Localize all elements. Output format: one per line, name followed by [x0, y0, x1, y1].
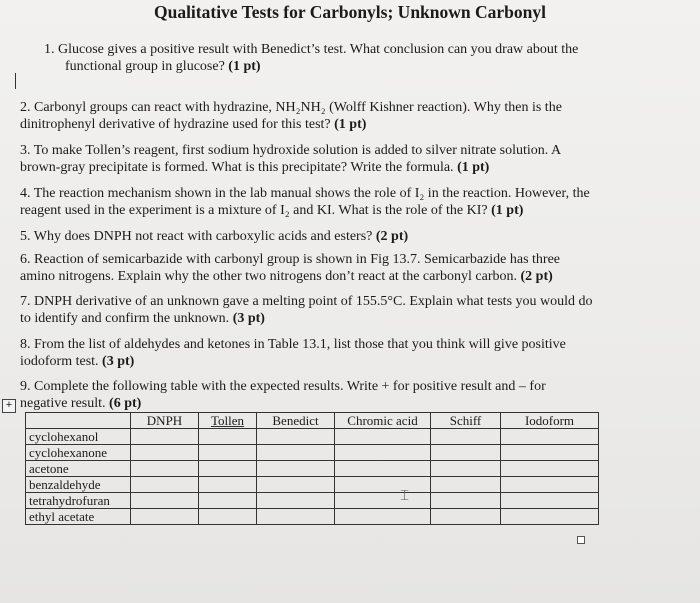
question-9: 9. Complete the following table with the expected results. Write + for positive result and – for negative result. (6 pt)	[20, 379, 546, 411]
table-cell[interactable]	[199, 461, 257, 477]
table-move-handle[interactable]: +	[2, 399, 16, 413]
table-row	[26, 461, 599, 477]
header-schiff: Schiff	[431, 413, 501, 429]
header-benedict: Benedict	[257, 413, 335, 429]
table-cell[interactable]	[431, 509, 501, 525]
table-cell[interactable]	[335, 461, 431, 477]
row-label: cyclohexanone	[26, 445, 131, 461]
table-cell[interactable]	[199, 509, 257, 525]
table-cell[interactable]	[335, 429, 431, 445]
table-cell[interactable]	[501, 445, 599, 461]
table-cell[interactable]	[199, 477, 257, 493]
table-cell[interactable]	[257, 509, 335, 525]
table-cell[interactable]	[501, 429, 599, 445]
results-table	[25, 412, 599, 525]
table-header-row	[26, 413, 599, 429]
table-cell[interactable]	[257, 493, 335, 509]
question-4: 4. The reaction mechanism shown in the lab manual shows the role of I₂ in the reaction. However, the reagent used in the experiment is a mixture of I₂ and KI. What is the role of the KI? (1 pt)	[20, 186, 590, 218]
header-dnph: DNPH	[131, 413, 199, 429]
table-cell[interactable]	[199, 445, 257, 461]
table-cell[interactable]	[131, 493, 199, 509]
table-cell[interactable]	[431, 461, 501, 477]
table-cell[interactable]	[257, 461, 335, 477]
text-cursor	[15, 73, 16, 89]
table-cell[interactable]	[335, 477, 431, 493]
table-row	[26, 493, 599, 509]
table-cell[interactable]	[501, 461, 599, 477]
header-iodoform: Iodoform	[501, 413, 599, 429]
table-cell[interactable]	[335, 445, 431, 461]
table-cell[interactable]	[501, 509, 599, 525]
question-7: 7. DNPH derivative of an unknown gave a melting point of 155.5°C. Explain what tests you would do to identify and confirm the unknown. (3 pt)	[20, 294, 593, 326]
table-cell[interactable]	[335, 493, 431, 509]
table-cell[interactable]	[131, 445, 199, 461]
table-cell[interactable]	[257, 445, 335, 461]
table-cell[interactable]	[501, 477, 599, 493]
question-8: 8. From the list of aldehydes and ketones in Table 13.1, list those that you think will give positive iodoform test. (3 pt)	[20, 337, 566, 369]
row-label: tetrahydrofuran	[26, 493, 131, 509]
row-label: ethyl acetate	[26, 509, 131, 525]
table-cell[interactable]	[257, 429, 335, 445]
row-label: benzaldehyde	[26, 477, 131, 493]
table-cell[interactable]	[131, 461, 199, 477]
question-1: 1. Glucose gives a positive result with Benedict’s test. What conclusion can you draw about the functional group in glucose? (1 pt)	[44, 42, 579, 74]
table-resize-handle[interactable]	[577, 536, 585, 544]
table-row	[26, 477, 599, 493]
table-cell[interactable]	[131, 509, 199, 525]
table-cell[interactable]	[257, 477, 335, 493]
header-blank	[26, 413, 131, 429]
table-cell[interactable]	[131, 429, 199, 445]
header-chromic-acid: Chromic acid	[335, 413, 431, 429]
question-2: 2. Carbonyl groups can react with hydrazine, NH₂NH₂ (Wolff Kishner reaction). Why then is the dinitrophenyl derivative of hydrazine used for this test? (1 pt)	[20, 100, 562, 132]
table-cell[interactable]	[431, 493, 501, 509]
table-cell[interactable]	[431, 429, 501, 445]
table-cell[interactable]	[131, 477, 199, 493]
table-cell[interactable]	[431, 445, 501, 461]
table-cell[interactable]	[431, 477, 501, 493]
question-6: 6. Reaction of semicarbazide with carbonyl group is shown in Fig 13.7. Semicarbazide has three amino nitrogens. Explain why the other two nitrogens don’t react at the carbonyl carbon. (2 pt)	[20, 252, 561, 284]
question-3: 3. To make Tollen’s reagent, first sodium hydroxide solution is added to silver nitrate solution. A brown-gray precipitate is formed. What is this precipitate? Write the formula. (1 pt)	[20, 143, 562, 175]
row-label: acetone	[26, 461, 131, 477]
table-cell[interactable]	[199, 429, 257, 445]
header-tollen: Tollen	[199, 413, 257, 429]
question-5: 5. Why does DNPH not react with carboxylic acids and esters? (2 pt)	[20, 229, 409, 244]
page-title: Qualitative Tests for Carbonyls; Unknown Carbonyl	[153, 2, 547, 22]
ibeam-cursor-icon: ⌶	[400, 486, 410, 504]
table-row	[26, 445, 599, 461]
table-cell[interactable]	[199, 493, 257, 509]
table-cell[interactable]	[335, 509, 431, 525]
table-cell[interactable]	[501, 493, 599, 509]
row-label: cyclohexanol	[26, 429, 131, 445]
table-row	[26, 509, 599, 525]
table-row	[26, 429, 599, 445]
